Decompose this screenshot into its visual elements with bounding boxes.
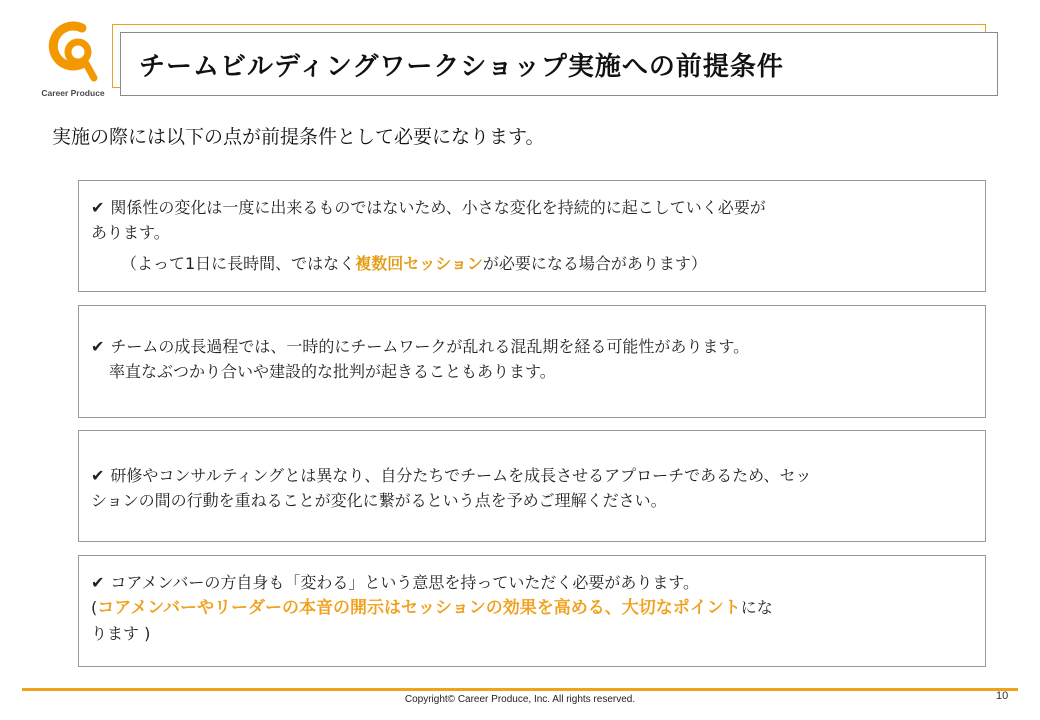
card-1-note-pre: （よって1日に長時間、ではなく [121, 254, 356, 273]
card-1-line-2: あります。 [91, 223, 170, 242]
card-2-text-1: チームの成長過程では、一時的にチームワークが乱れる混乱期を経る可能性があります。 [110, 337, 750, 356]
card-1-line-3 [91, 251, 973, 276]
condition-card-2 [78, 305, 986, 418]
condition-card-1 [78, 180, 986, 292]
check-icon: ✔ [91, 198, 105, 217]
career-produce-logo-icon [44, 16, 102, 86]
card-3-line-2: ションの間の行動を重ねることが変化に繋がるという点を予めご理解ください。 [91, 491, 667, 510]
card-4-highlight: コアメンバーやリーダーの本音の開示はセッションの効果を高める、大切なポイント [97, 598, 741, 618]
card-4-paren-open: ( [91, 598, 98, 617]
page-number: 10 [996, 690, 1009, 702]
condition-card-4 [78, 555, 986, 667]
footer-divider [22, 688, 1018, 691]
card-3-text-1: 研修やコンサルティングとは異なり、自分たちでチームを成長させるアプローチであるため、セッ [110, 466, 812, 485]
check-icon: ✔ [91, 466, 105, 485]
card-4-text-2-post: にな [740, 598, 773, 617]
card-3-line-1 [91, 463, 973, 488]
check-icon: ✔ [91, 337, 105, 356]
copyright-text: Copyright© Career Produce, Inc. All rights reserved. [404, 694, 636, 705]
card-1-note-post: が必要になる場合があります） [482, 254, 707, 273]
company-logo [38, 14, 108, 104]
card-4-line-2 [91, 595, 973, 621]
card-2-line-2: 率直なぶつかり合いや建設的な批判が起きることもあります。 [109, 362, 556, 381]
logo-text: Career Produce [41, 88, 105, 98]
card-1-highlight: 複数回セッション [355, 254, 483, 273]
card-4-line-3: ります ) [91, 624, 151, 643]
card-4-line-1 [91, 570, 973, 595]
page-title: チームビルディングワークショップ実施への前提条件 [139, 51, 784, 82]
condition-card-3 [78, 430, 986, 542]
title-box [120, 32, 998, 96]
card-4-text-1: コアメンバーの方自身も「変わる」という意思を持っていただく必要があります。 [110, 573, 700, 592]
check-icon: ✔ [91, 573, 105, 592]
card-1-text-1: 関係性の変化は一度に出来るものではないため、小さな変化を持続的に起こしていく必要が [110, 198, 766, 217]
card-2-line-1 [91, 334, 973, 359]
card-1-line-1 [91, 195, 973, 220]
intro-text: 実施の際には以下の点が前提条件として必要になります。 [52, 126, 545, 148]
